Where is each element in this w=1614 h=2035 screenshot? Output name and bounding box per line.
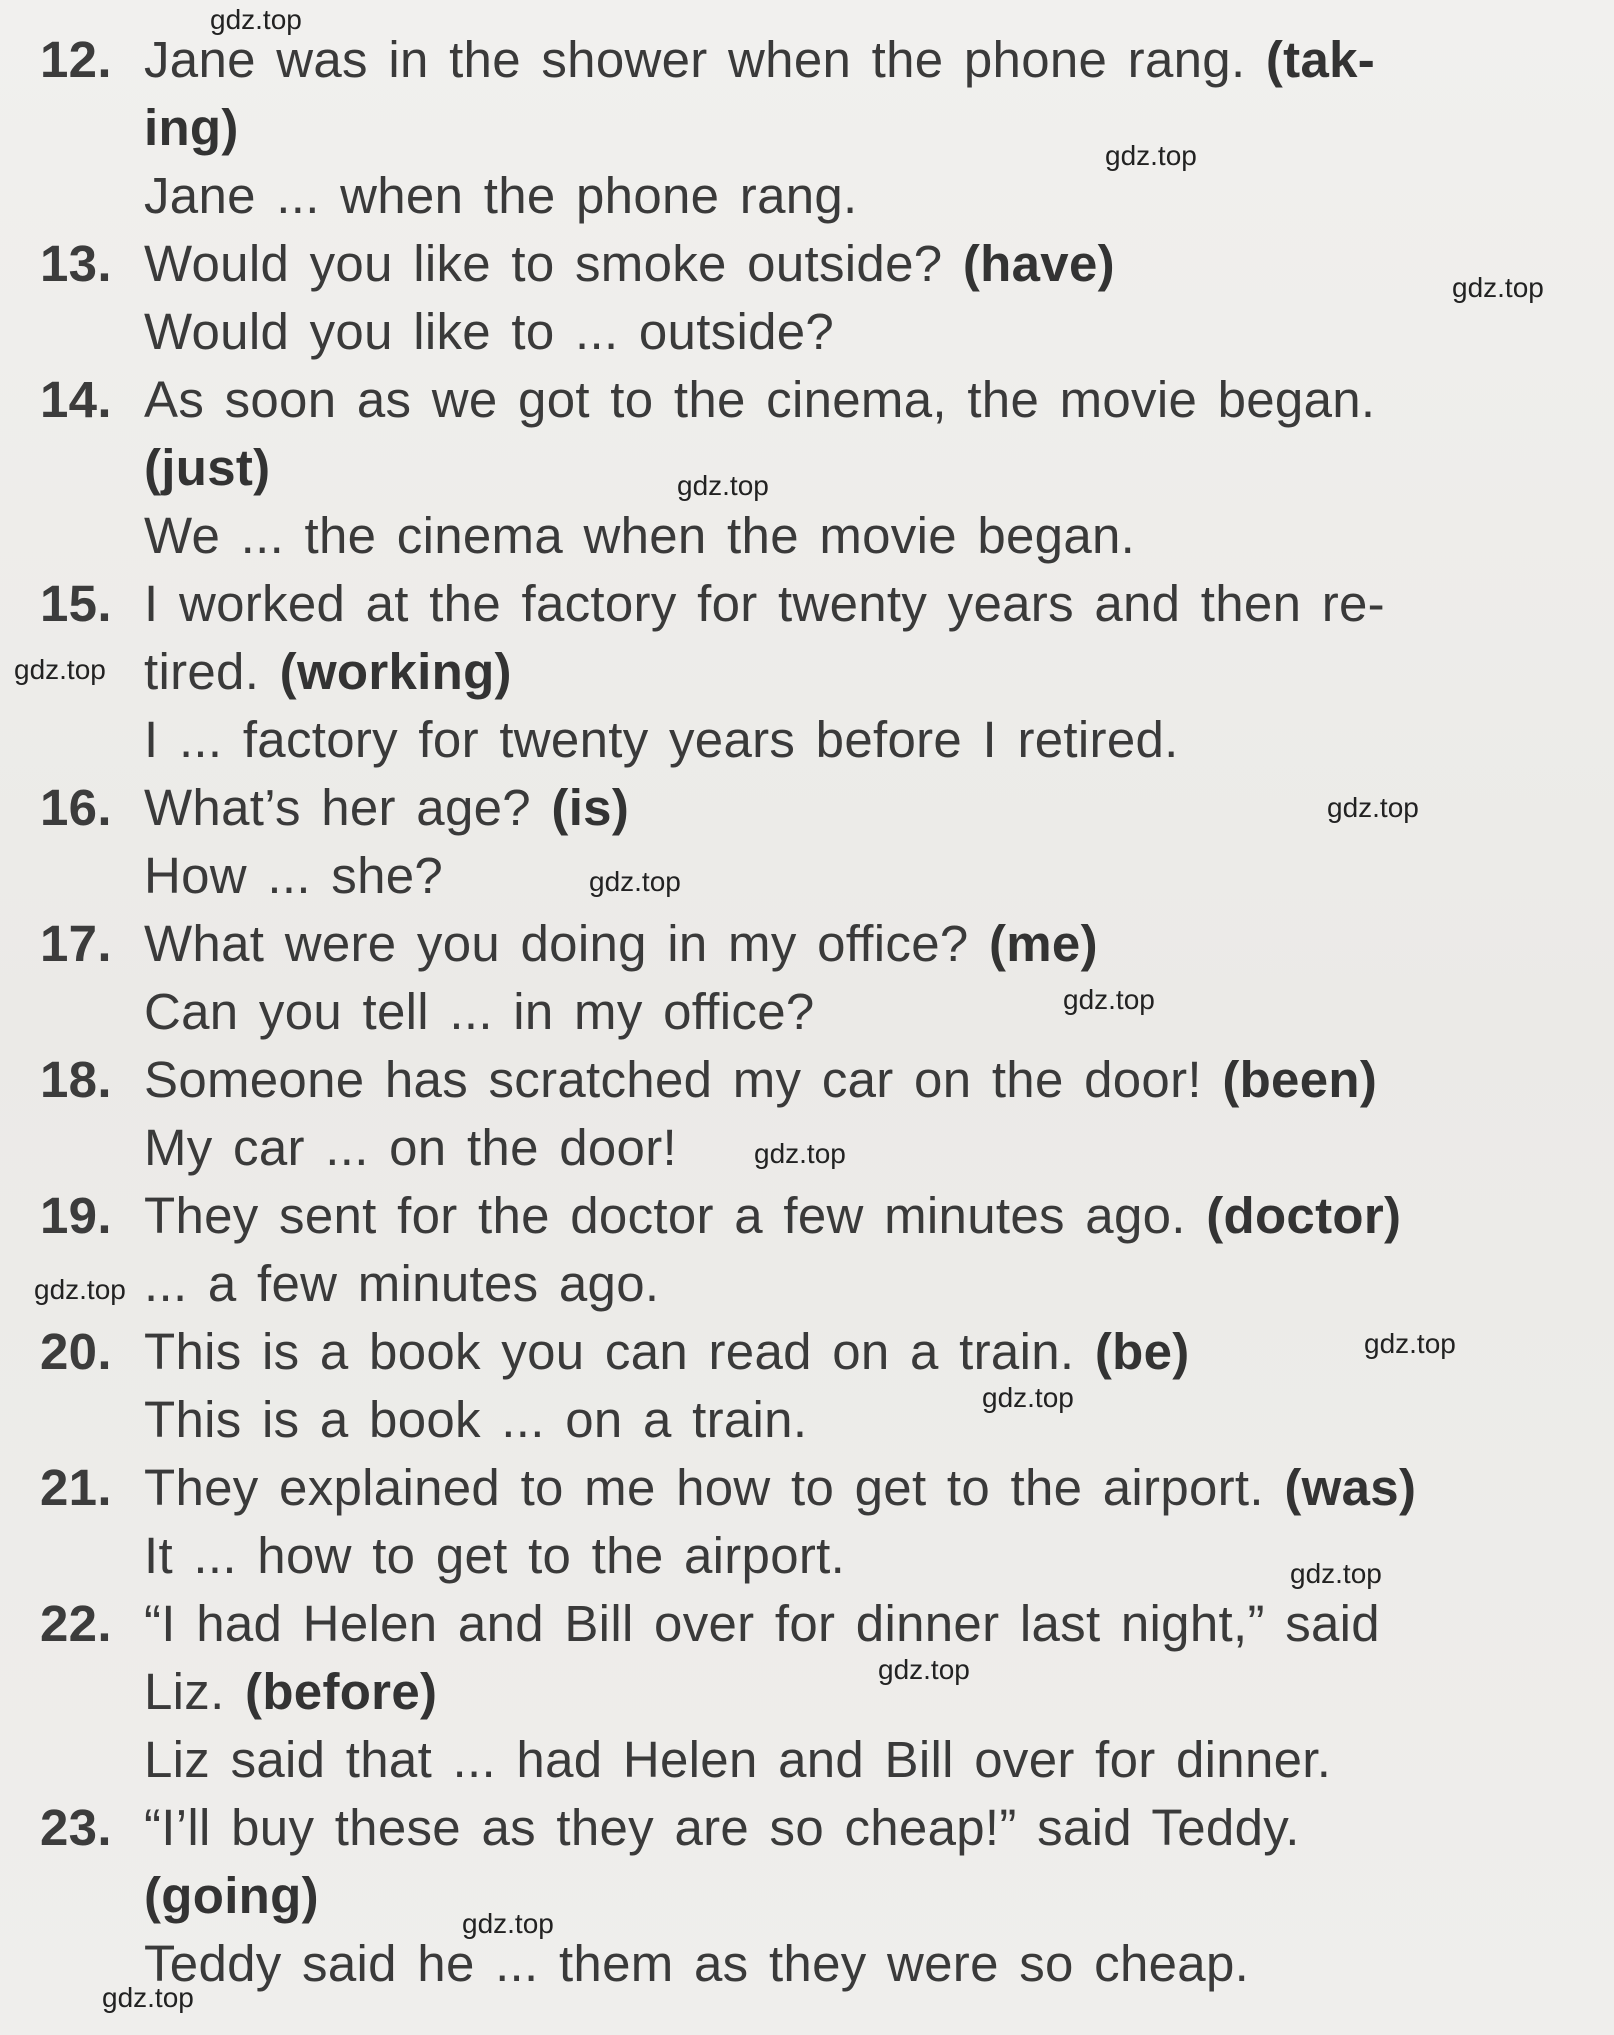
exercise-line	[40, 774, 1530, 842]
watermark: gdz.top	[102, 1982, 194, 2013]
watermark: gdz.top	[14, 654, 106, 685]
watermark: gdz.top	[1327, 792, 1419, 823]
answer-template-text: Teddy said he ... them as they were so cheap.	[144, 1935, 1250, 1992]
exercise-line	[40, 1862, 1530, 1930]
exercise-line	[40, 1930, 1530, 1998]
watermark: gdz.top	[982, 1382, 1074, 1413]
exercise-line	[40, 706, 1530, 774]
item-number: 14.	[40, 371, 112, 428]
exercise-line	[40, 298, 1530, 366]
sentence-text: Liz.	[144, 1663, 246, 1720]
exercise-line	[40, 1590, 1530, 1658]
sentence-text: Jane was in the shower when the phone rang.	[144, 31, 1266, 88]
answer-template-text: ... a few minutes ago.	[144, 1255, 660, 1312]
keyword-hint: (just)	[144, 439, 271, 496]
keyword-hint: (me)	[989, 915, 1098, 972]
keyword-hint: (was)	[1284, 1459, 1417, 1516]
sentence-text: “I had Helen and Bill over for dinner last night,” said	[144, 1595, 1380, 1652]
keyword-hint: (been)	[1222, 1051, 1378, 1108]
answer-template-text: Can you tell ... in my office?	[144, 983, 815, 1040]
watermark: gdz.top	[677, 470, 769, 501]
exercise-line	[40, 1386, 1530, 1454]
answer-template-text: I ... factory for twenty years before I retired.	[144, 711, 1179, 768]
item-number: 18.	[40, 1051, 112, 1108]
watermark: gdz.top	[589, 866, 681, 897]
sentence-text: I worked at the factory for twenty years and then re-	[144, 575, 1385, 632]
item-number: 15.	[40, 575, 112, 632]
sentence-text: They explained to me how to get to the airport.	[144, 1459, 1285, 1516]
sentence-text: Would you like to smoke outside?	[144, 235, 963, 292]
answer-template-text: This is a book ... on a train.	[144, 1391, 808, 1448]
exercise-line	[40, 570, 1530, 638]
exercise-line	[40, 1794, 1530, 1862]
item-number: 17.	[40, 915, 112, 972]
keyword-hint: (going)	[144, 1867, 319, 1924]
watermark: gdz.top	[34, 1274, 126, 1305]
keyword-hint: (working)	[279, 643, 512, 700]
answer-template-text: It ... how to get to the airport.	[144, 1527, 846, 1584]
item-number: 13.	[40, 235, 112, 292]
exercise-line	[40, 1454, 1530, 1522]
exercise-line	[40, 842, 1530, 910]
sentence-text: Someone has scratched my car on the door!	[144, 1051, 1223, 1108]
exercise-line	[40, 978, 1530, 1046]
watermark: gdz.top	[878, 1654, 970, 1685]
answer-template-text: We ... the cinema when the movie began.	[144, 507, 1136, 564]
keyword-hint: (before)	[245, 1663, 438, 1720]
answer-template-text: Would you like to ... outside?	[144, 303, 835, 360]
exercise-line	[40, 1046, 1530, 1114]
watermark: gdz.top	[462, 1908, 554, 1939]
watermark: gdz.top	[1364, 1328, 1456, 1359]
watermark: gdz.top	[1290, 1558, 1382, 1589]
exercise-line	[40, 1182, 1530, 1250]
item-number: 23.	[40, 1799, 112, 1856]
sentence-text: “I’ll buy these as they are so cheap!” said Teddy.	[144, 1799, 1300, 1856]
item-number: 16.	[40, 779, 112, 836]
keyword-hint: (is)	[551, 779, 630, 836]
watermark: gdz.top	[754, 1138, 846, 1169]
exercise-line	[40, 1726, 1530, 1794]
keyword-hint: (doctor)	[1206, 1187, 1402, 1244]
exercise-line	[40, 26, 1530, 94]
item-number: 12.	[40, 31, 112, 88]
exercise-line	[40, 502, 1530, 570]
item-number: 19.	[40, 1187, 112, 1244]
sentence-text: This is a book you can read on a train.	[144, 1323, 1095, 1380]
answer-template-text: Liz said that ... had Helen and Bill over for dinner.	[144, 1731, 1332, 1788]
sentence-text: As soon as we got to the cinema, the movie began.	[144, 371, 1376, 428]
exercise-line	[40, 638, 1530, 706]
answer-template-text: My car ... on the door!	[144, 1119, 677, 1176]
exercise-line	[40, 1658, 1530, 1726]
exercise-list	[40, 26, 1530, 1998]
sentence-text: What’s her age?	[144, 779, 552, 836]
item-number: 22.	[40, 1595, 112, 1652]
watermark: gdz.top	[1105, 140, 1197, 171]
keyword-hint: ing)	[144, 99, 239, 156]
exercise-line	[40, 1250, 1530, 1318]
item-number: 20.	[40, 1323, 112, 1380]
sentence-text: They sent for the doctor a few minutes ago.	[144, 1187, 1207, 1244]
watermark: gdz.top	[1452, 272, 1544, 303]
exercise-line	[40, 366, 1530, 434]
exercise-line	[40, 94, 1530, 162]
answer-template-text: Jane ... when the phone rang.	[144, 167, 858, 224]
item-number: 21.	[40, 1459, 112, 1516]
watermark: gdz.top	[1063, 984, 1155, 1015]
keyword-hint: (be)	[1094, 1323, 1190, 1380]
sentence-text: What were you doing in my office?	[144, 915, 989, 972]
exercise-line	[40, 162, 1530, 230]
exercise-line	[40, 230, 1530, 298]
watermark: gdz.top	[210, 4, 302, 35]
answer-template-text: How ... she?	[144, 847, 444, 904]
sentence-text: tired.	[144, 643, 280, 700]
exercise-line	[40, 434, 1530, 502]
exercise-line	[40, 910, 1530, 978]
exercise-line	[40, 1318, 1530, 1386]
keyword-hint: (tak-	[1265, 31, 1376, 88]
keyword-hint: (have)	[962, 235, 1115, 292]
